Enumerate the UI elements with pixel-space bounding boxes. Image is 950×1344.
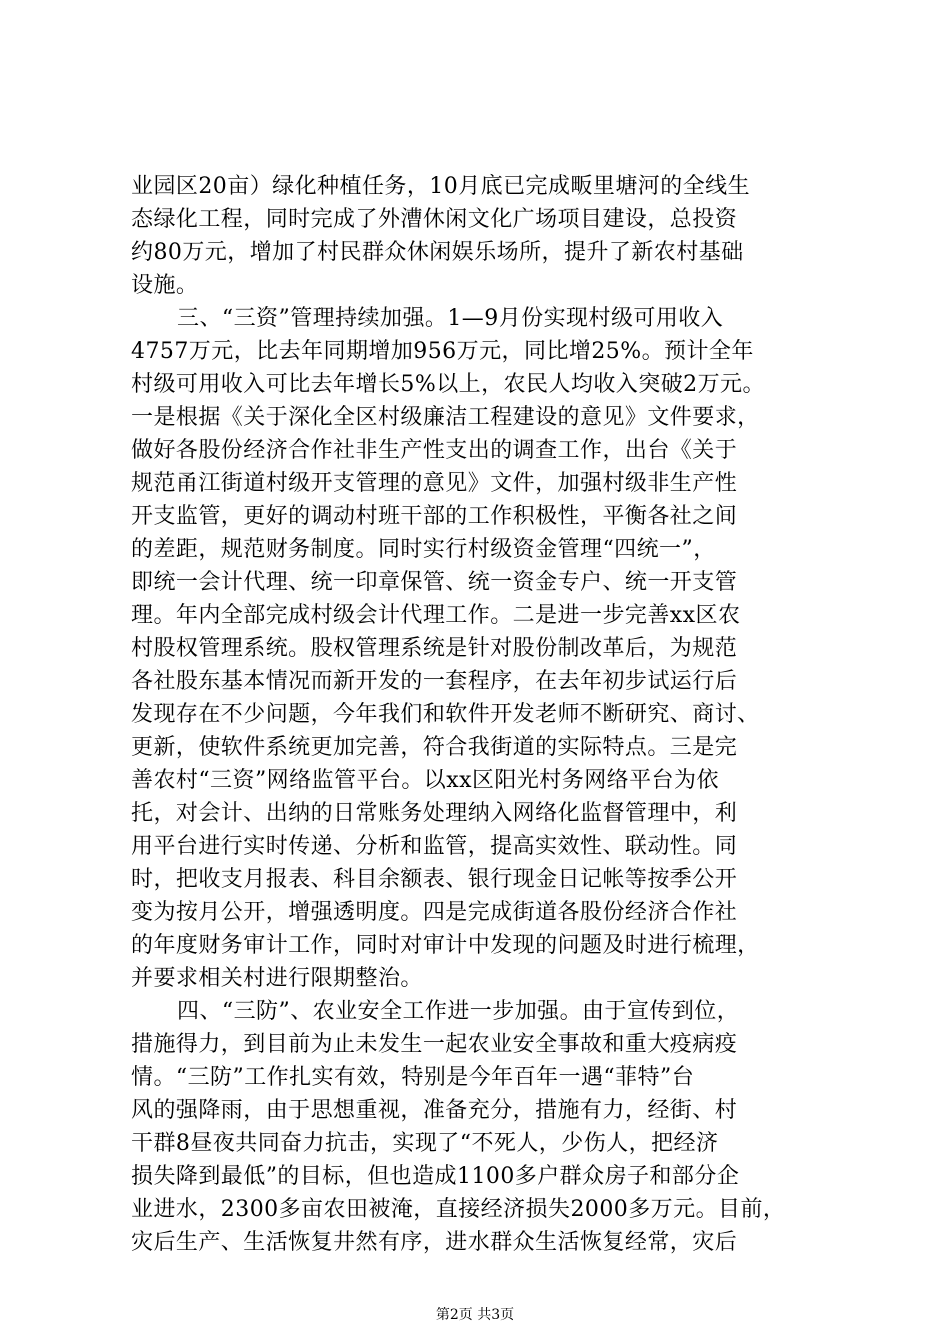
body-line: 规范甬江街道村级开支管理的意见》文件，加强村级非生产性	[131, 471, 738, 496]
body-line: 的年度财务审计工作，同时对审计中发现的问题及时进行梳理，	[131, 933, 760, 958]
body-line: 用平台进行实时传递、分析和监管，提高实效性、联动性。同	[131, 834, 738, 859]
body-line: 时，把收支月报表、科目余额表、银行现金日记帐等按季公开	[131, 867, 738, 892]
body-line: 态绿化工程，同时完成了外漕休闲文化广场项目建设，总投资	[131, 207, 738, 232]
body-line: 理。年内全部完成村级会计代理工作。二是进一步完善xx区农	[131, 603, 741, 628]
section-heading-line: 四、“三防”、农业安全工作进一步加强。由于宣传到位，	[177, 999, 740, 1024]
body-line: 业园区20亩）绿化种植任务，10月底已完成畈里塘河的全线生	[131, 174, 751, 199]
body-line: 一是根据《关于深化全区村级廉洁工程建设的意见》文件要求，	[131, 405, 760, 430]
body-line: 发现存在不少问题，今年我们和软件开发老师不断研究、商讨、	[131, 702, 760, 727]
body-line: 更新，使软件系统更加完善，符合我街道的实际特点。三是完	[131, 735, 738, 760]
body-line: 约80万元，增加了村民群众休闲娱乐场所，提升了新农村基础	[131, 240, 744, 265]
body-line: 村股权管理系统。股权管理系统是针对股份制改革后，为规范	[131, 636, 738, 661]
section-heading-line: 三、“三资”管理持续加强。1—9月份实现村级可用收入	[177, 306, 724, 331]
body-line: 风的强降雨，由于思想重视，准备充分，措施有力，经街、村	[131, 1098, 738, 1123]
body-line: 4757万元，比去年同期增加956万元，同比增25%。预计全年	[131, 339, 754, 364]
body-line: 并要求相关村进行限期整治。	[131, 966, 423, 991]
body-line: 托，对会计、出纳的日常账务处理纳入网络化监督管理中，利	[131, 801, 738, 826]
page-number-footer: 第2页 共3页	[435, 1307, 515, 1323]
body-line: 干群8昼夜共同奋力抗击，实现了“不死人，少伤人，把经济	[131, 1131, 719, 1156]
body-line: 措施得力，到目前为止未发生一起农业安全事故和重大疫病疫	[131, 1032, 738, 1057]
body-line: 村级可用收入可比去年增长5%以上，农民人均收入突破2万元。	[131, 372, 765, 397]
body-line: 善农村“三资”网络监管平台。以xx区阳光村务网络平台为依	[131, 768, 719, 793]
body-line: 损失降到最低”的目标，但也造成1100多户群众房子和部分企	[131, 1164, 740, 1189]
body-line: 的差距，规范财务制度。同时实行村级资金管理“四统一”，	[131, 537, 716, 562]
body-line: 做好各股份经济合作社非生产性支出的调查工作，出台《关于	[131, 438, 738, 463]
body-line: 各社股东基本情况而新开发的一套程序，在去年初步试运行后	[131, 669, 738, 694]
body-line: 业进水，2300多亩农田被淹，直接经济损失2000多万元。目前，	[131, 1197, 786, 1222]
body-line: 设施。	[131, 273, 199, 298]
body-line: 即统一会计代理、统一印章保管、统一资金专户、统一开支管	[131, 570, 738, 595]
body-line: 情。“三防”工作扎实有效，特别是今年百年一遇“菲特”台	[131, 1065, 695, 1090]
body-line: 开支监管，更好的调动村班干部的工作积极性，平衡各社之间	[131, 504, 738, 529]
body-line: 灾后生产、生活恢复井然有序，进水群众生活恢复经常，灾后	[131, 1230, 738, 1255]
body-line: 变为按月公开，增强透明度。四是完成街道各股份经济合作社	[131, 900, 738, 925]
